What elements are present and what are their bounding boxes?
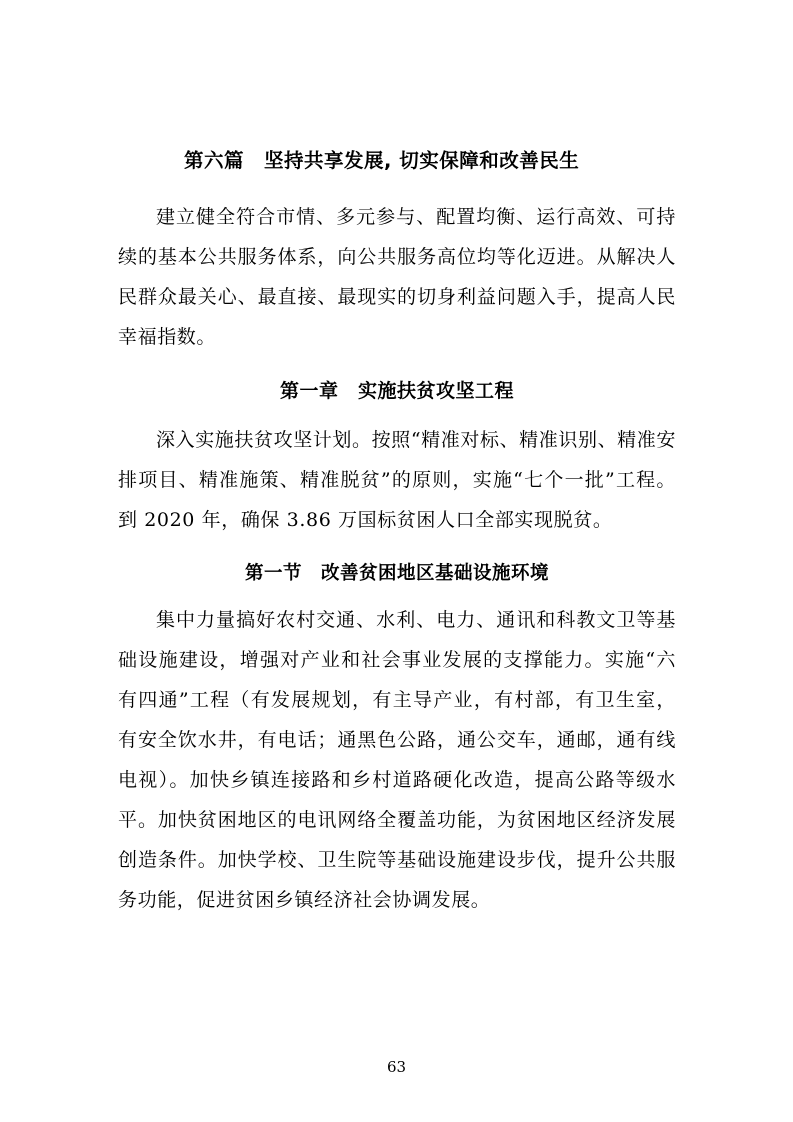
intro-paragraph: 建立健全符合市情、多元参与、配置均衡、运行高效、可持续的基本公共服务体系，向公共服务高位均等化迈进。从解决人民群众最关心、最直接、最现实的切身利益问题入手，提高人民幸福指数。: [118, 206, 676, 349]
page-number: 63: [386, 1058, 407, 1076]
section-heading: 第一节 改善贫困地区基础设施环境: [244, 563, 549, 585]
chapter-paragraph: 深入实施扶贫攻坚计划。按照“精准对标、精准识别、精准安排项目、精准施策、精准脱贫”的原则，实施“七个一批”工程。到 2020 年，确保 3.86 万国标贫困人口全部实现脱贫。: [118, 429, 676, 532]
page-content: [118, 148, 676, 920]
section-paragraph: 集中力量搞好农村交通、水利、电力、通讯和科教文卫等基础设施建设，增强对产业和社会事业发展的支撑能力。实施“六有四通”工程（有发展规划，有主导产业，有村部，有卫生室，有安全饮水井，有电话；通黑色公路，通公交车，通邮，通有线电视）。加快乡镇连接路和乡村道路硬化改造，提高公路等级水平。加快贫困地区的电讯网络全覆盖功能，为贫困地区经济发展创造条件。加快学校、卫生院等基础设施建设步伐，提升公共服务功能，促进贫困乡镇经济社会协调发展。: [118, 609, 676, 912]
chapter-heading: 第一章 实施扶贫攻坚工程: [279, 380, 514, 403]
part-heading: 第六篇 坚持共享发展, 切实保障和改善民生: [184, 149, 580, 172]
